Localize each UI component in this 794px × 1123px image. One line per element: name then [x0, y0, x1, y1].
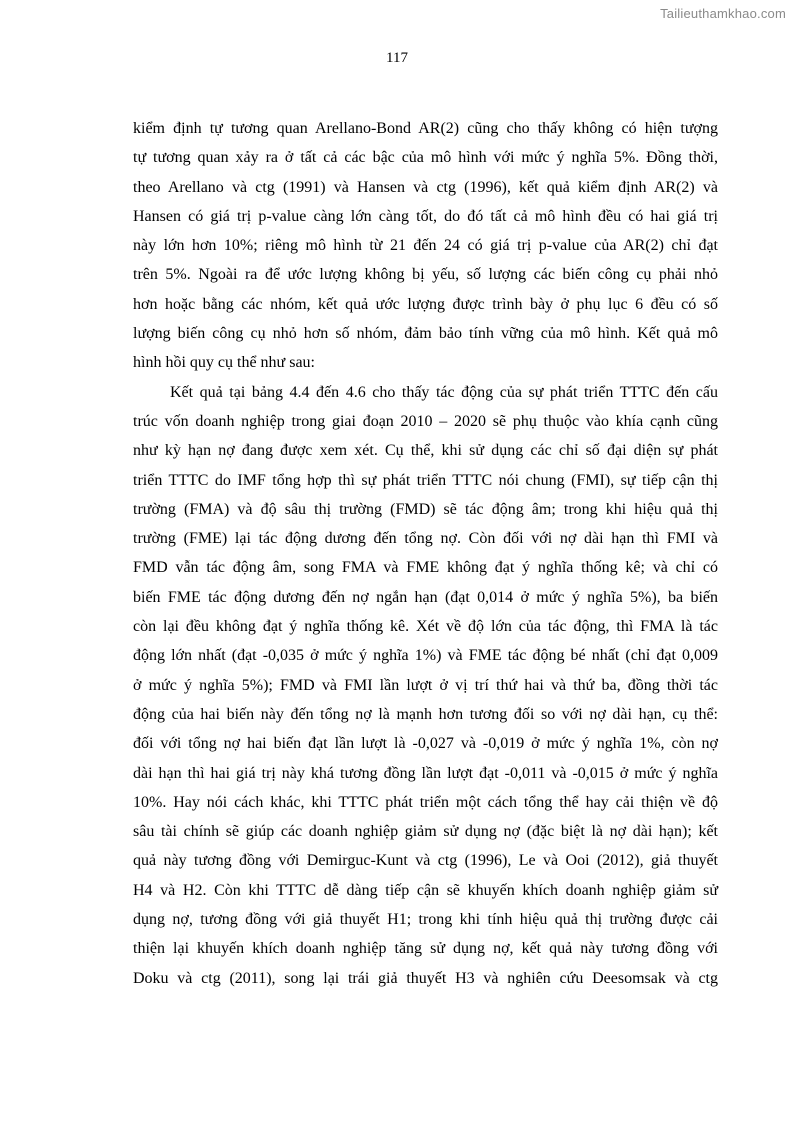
paragraph-2	[133, 378, 718, 993]
text-line: trường (FME) lại tác động dương đến tổng nợ. Còn đối với nợ dài hạn thì FMI và	[133, 530, 718, 548]
text-line: quả này tương đồng với Demirguc-Kunt và ctg (1996), Le và Ooi (2012), giả thuyết	[133, 852, 718, 870]
text-line: thiện lại khuyến khích doanh nghiệp tăng sử dụng nợ, kết quả này tương đồng với	[133, 940, 718, 958]
text-line: trúc vốn doanh nghiệp trong giai đoạn 2010 – 2020 sẽ phụ thuộc vào khía cạnh cũng	[133, 412, 718, 430]
text-line: H4 và H2. Còn khi TTTC dễ dàng tiếp cận sẽ khuyến khích doanh nghiệp giảm sử	[133, 881, 718, 899]
text-line: trường (FMA) và độ sâu thị trường (FMD) sẽ tác động âm; trong khi hiệu quả thị	[133, 500, 718, 518]
text-line: theo Arellano và ctg (1991) và Hansen và ctg (1996), kết quả kiểm định AR(2) và	[133, 178, 718, 196]
text-line: như kỳ hạn nợ đang được xem xét. Cụ thể, khi sử dụng các chỉ số đại diện sự phát	[133, 442, 718, 460]
text-line: trên 5%. Ngoài ra để ước lượng không bị yếu, số lượng các biến công cụ phải nhỏ	[133, 266, 718, 284]
text-line: còn lại đều không đạt ý nghĩa thống kê. Xét về độ lớn của tác động, thì FMA là tác	[133, 618, 718, 636]
text-line: sâu tài chính sẽ giúp các doanh nghiệp giảm sử dụng nợ (đặc biệt là nợ dài hạn); kết	[133, 823, 718, 841]
text-line: hơn hoặc bằng các nhóm, kết quả ước lượng được trình bày ở phụ lục 6 đều có số	[133, 295, 718, 313]
text-line: Kết quả tại bảng 4.4 đến 4.6 cho thấy tác động của sự phát triển TTTC đến cấu	[170, 383, 718, 401]
text-line: dài hạn thì hai giá trị này khá tương đồng lần lượt đạt -0,011 và -0,015 ở mức ý nghĩa	[133, 764, 718, 782]
text-line: 10%. Hay nói cách khác, khi TTTC phát triển một cách tổng thể hay cải thiện về độ	[133, 793, 718, 811]
text-line: Hansen có giá trị p-value càng lớn càng tốt, do đó tất cả mô hình đều có hai giá trị	[133, 207, 718, 225]
text-line: hình hồi quy cụ thể như sau:	[133, 354, 315, 372]
text-line: lượng biến công cụ nhỏ hơn số nhóm, đảm bảo tính vững của mô hình. Kết quả mô	[133, 325, 718, 343]
text-line: triển TTTC do IMF tổng hợp thì sự phát triển TTTC nói chung (FMI), sự tiếp cận thị	[133, 471, 718, 489]
text-line: FMD vẫn tác động âm, song FMA và FME không đạt ý nghĩa thống kê; và chỉ có	[133, 559, 718, 577]
text-line: động của hai biến này đến tổng nợ là mạnh hơn tương đối so với nợ dài hạn, cụ thể:	[133, 705, 718, 723]
watermark: Tailieuthamkhao.com	[660, 6, 786, 21]
text-line: tự tương quan xảy ra ở tất cả các bậc của mô hình với mức ý nghĩa 5%. Đồng thời,	[133, 149, 718, 167]
body-text	[133, 114, 718, 993]
text-line: động lớn nhất (đạt -0,035 ở mức ý nghĩa 1%) và FME tác động bé nhất (chỉ đạt 0,009	[133, 647, 718, 665]
text-line: ở mức ý nghĩa 5%); FMD và FMI lần lượt ở vị trí thứ hai và thứ ba, đồng thời tác	[133, 676, 718, 694]
text-line: này lớn hơn 10%; riêng mô hình từ 21 đến 24 có giá trị p-value của AR(2) chỉ đạt	[133, 237, 718, 255]
page-number: 117	[386, 50, 408, 66]
text-line: kiểm định tự tương quan Arellano-Bond AR(2) cũng cho thấy không có hiện tượng	[133, 120, 718, 137]
text-line: Doku và ctg (2011), song lại trái giả thuyết H3 và nghiên cứu Deesomsak và ctg	[133, 969, 718, 987]
text-line: đối với tổng nợ hai biến đạt lần lượt là -0,027 và -0,019 ở mức ý nghĩa 1%, còn nợ	[133, 735, 718, 753]
text-line: biến FME tác động dương đến nợ ngắn hạn (đạt 0,014 ở mức ý nghĩa 5%), ba biến	[133, 588, 718, 606]
text-line: dụng nợ, tương đồng với giả thuyết H1; trong khi tính hiệu quả thị trường được cải	[133, 911, 718, 929]
paragraph-1	[133, 114, 718, 378]
